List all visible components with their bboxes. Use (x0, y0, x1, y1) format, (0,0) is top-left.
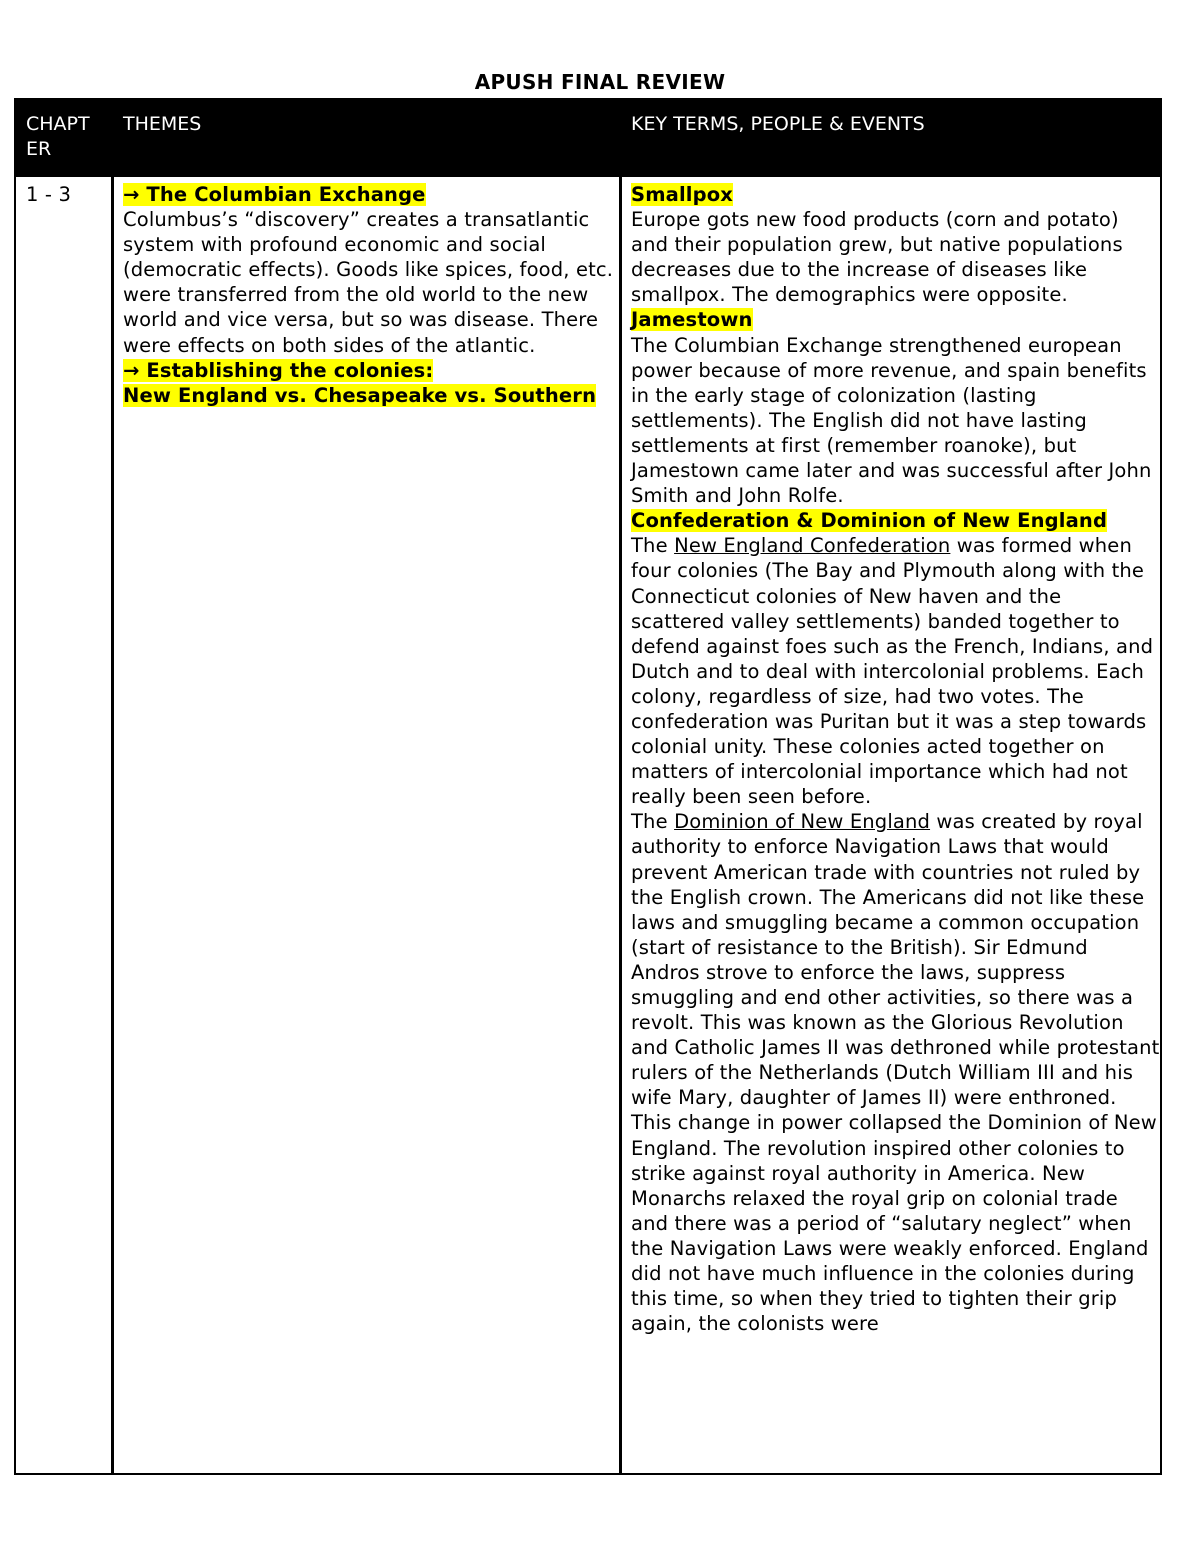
themes-cell (123, 182, 615, 408)
confed-prefix: The (631, 534, 675, 558)
term-heading-jamestown: Jamestown (631, 308, 753, 332)
term-text-confederation (631, 533, 1161, 809)
chapter-cell: 1 - 3 (26, 183, 71, 206)
header-chapter: CHAPT ER (26, 113, 90, 160)
review-table (14, 98, 1162, 1475)
term-text-jamestown: The Columbian Exchange strengthened european power because of more revenue, and spain benefits in the early stage of colonization (lasting settlements). The English did not have lasting settlements at first (remember roanoke), but Jamestown came later and was successful after John Smith and John Rolfe. (631, 333, 1152, 508)
theme-heading-establishing-colonies: → Establishing the colonies: (123, 358, 434, 382)
term-heading-confederation-dominion: Confederation & Dominion of New England (631, 509, 1108, 533)
row-divider (16, 174, 1160, 177)
column-divider-2 (619, 174, 622, 1473)
dominion-body: was created by royal authority to enforce Navigation Laws that would prevent American trade with countries not ruled by the English crown. The Americans did not like these laws and smuggling became a common occupation (start of resistance to the British). Sir Edmund Andros strove to enforce the laws, suppress smuggling and end other activities, so there was a revolt. This was known as the Glorious Revolution and Catholic James II was dethroned while protestant rulers of the Netherlands (Dutch William III and his wife Mary, daughter of James II) were enthroned. This change in power collapsed the Dominion of New England. The revolution inspired other colonies to strike against royal authority in America. New Monarchs relaxed the royal grip on colonial trade and there was a period of “salutary neglect” when the Navigation Laws were weakly enforced. England did not have much influence in the colonies during this time, so when they tried to tighten their grip again, the colonists were (631, 810, 1160, 1336)
term-heading-smallpox: Smallpox (631, 183, 734, 206)
dominion-term: Dominion of New England (674, 810, 931, 834)
header-key-terms: KEY TERMS, PEOPLE & EVENTS (631, 113, 925, 135)
header-themes: THEMES (123, 113, 202, 135)
theme-text-columbian-exchange: Columbus’s “discovery” creates a transatlantic system with profound economic and social (democratic effects). Goods like spices, food, etc. were transferred from the old world to the new world and vice versa, but so was disease. There were effects on both sides of the atlantic. (123, 208, 614, 357)
theme-heading-columbian-exchange: → The Columbian Exchange (123, 183, 426, 206)
dominion-prefix: The (631, 810, 675, 834)
confed-term: New England Confederation (674, 534, 951, 558)
page-title: APUSH FINAL REVIEW (474, 70, 726, 94)
theme-heading-regions: New England vs. Chesapeake vs. Southern (123, 383, 597, 407)
term-text-dominion (631, 809, 1161, 1336)
key-terms-cell (631, 182, 1161, 1336)
term-text-smallpox: Europe gots new food products (corn and potato) and their population grew, but native populations decreases due to the increase of diseases like smallpox. The demographics were opposite. (631, 208, 1123, 307)
column-divider-1 (111, 174, 114, 1473)
table-header-row (16, 100, 1160, 174)
confed-body: was formed when four colonies (The Bay and Plymouth along with the Connecticut colonies of New haven and the scattered valley settlements) banded together to defend against foes such as the French, Indians, and Dutch and to deal with intercolonial problems. Each colony, regardless of size, had two votes. The confederation was Puritan but it was a step towards colonial unity. These colonies acted together on matters of intercolonial importance which had not really been seen before. (631, 534, 1154, 809)
